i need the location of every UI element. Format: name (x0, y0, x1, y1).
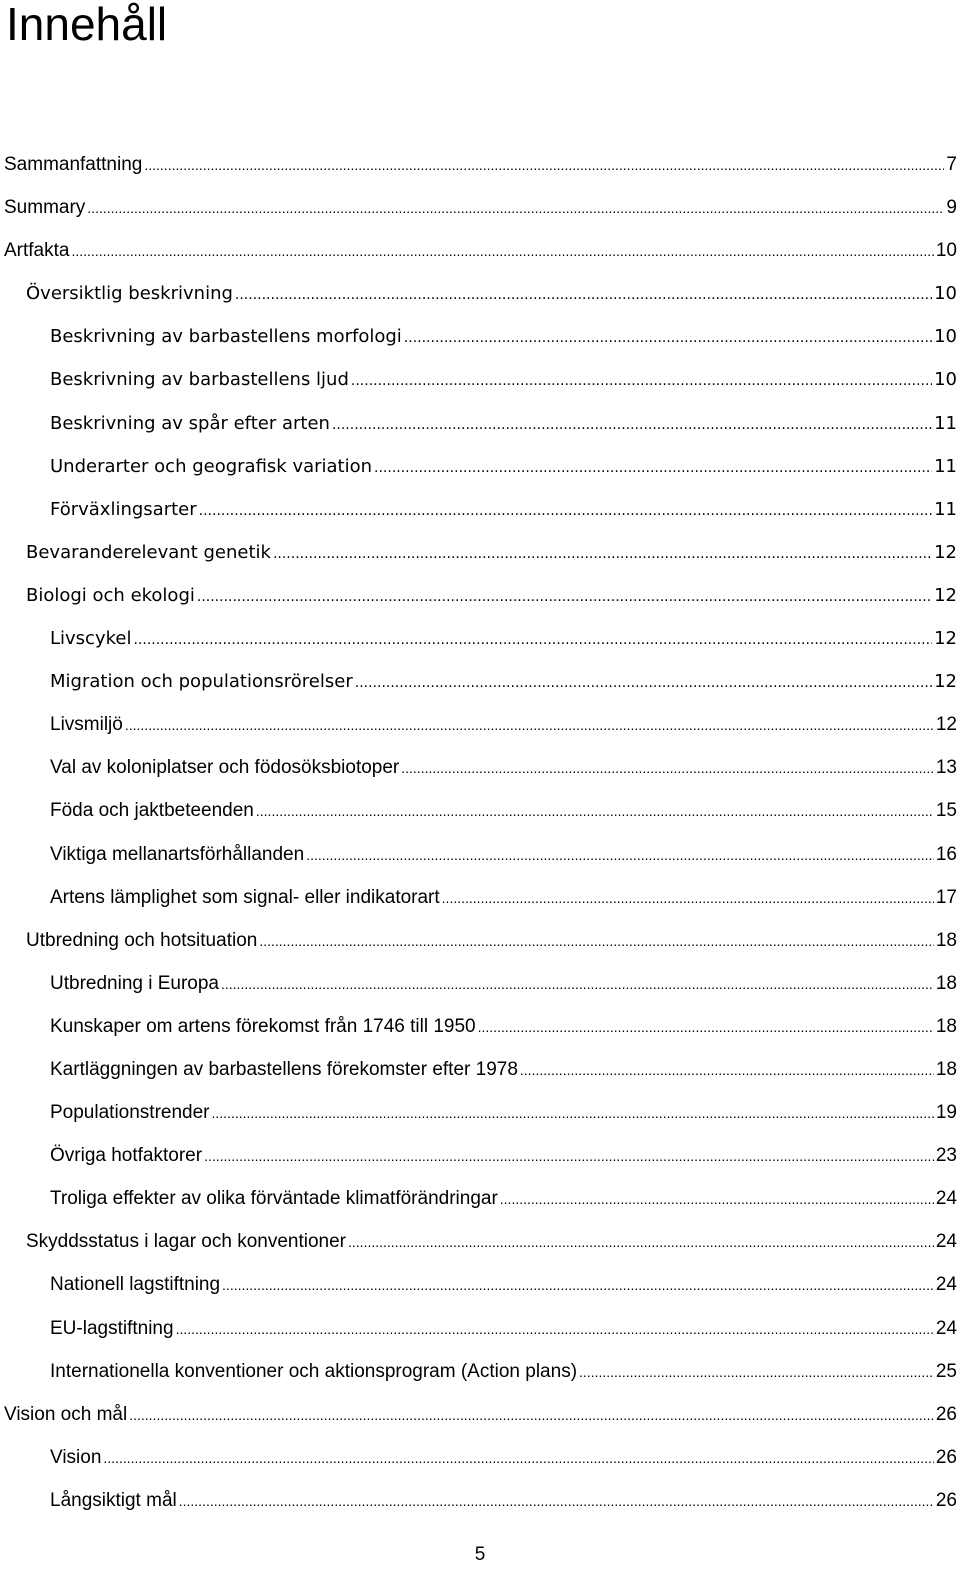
toc-entry-label: Troliga effekter av olika förväntade klimatförändringar (50, 1188, 498, 1210)
toc-entry-kunskaper[interactable] (0, 1005, 960, 1048)
toc-entry-eu-lagstiftning[interactable] (0, 1307, 960, 1350)
toc-entry-page: 12 (934, 671, 957, 693)
toc-leader (256, 790, 934, 833)
toc-entry-label: Internationella konventioner och aktionsprogram (Action plans) (50, 1360, 578, 1382)
toc-entry-livscykel[interactable] (0, 617, 960, 660)
toc-entry-label: Beskrivning av barbastellens morfologi (50, 326, 402, 348)
toc-entry-indikatorart[interactable] (0, 876, 960, 919)
toc-entry-page: 11 (934, 412, 957, 434)
toc-entry-label: Utbredning i Europa (50, 972, 219, 994)
toc-entry-skyddsstatus[interactable] (0, 1220, 960, 1263)
toc-entry-page: 13 (935, 757, 957, 779)
toc-entry-label: Nationell lagstiftning (50, 1274, 221, 1296)
toc-entry-klimatforandringar[interactable] (0, 1177, 960, 1220)
toc-entry-label: Migration och populationsrörelser (50, 671, 353, 693)
toc-entry-livsmiljo[interactable] (0, 703, 960, 746)
toc-entry-populationstrender[interactable] (0, 1091, 960, 1134)
toc-entry-page: 12 (934, 584, 957, 606)
toc-entry-label: Val av koloniplatser och födosöksbiotoper (50, 757, 400, 779)
toc-entry-page: 24 (935, 1274, 957, 1296)
toc-entry-label: Övriga hotfaktorer (50, 1145, 203, 1167)
toc-entry-nationell-lagstiftning[interactable] (0, 1263, 960, 1306)
toc-entry-page: 11 (934, 455, 957, 477)
toc-entry-underarter[interactable] (0, 445, 960, 488)
toc-entry-label: Viktiga mellanartsförhållanden (50, 843, 305, 865)
toc-leader (71, 230, 933, 273)
toc-entry-page: 17 (935, 886, 957, 908)
toc-entry-label: Livsmiljö (50, 714, 123, 736)
toc-entry-spar[interactable] (0, 402, 960, 445)
toc-leader (348, 1221, 934, 1264)
toc-entry-page: 7 (946, 154, 957, 175)
toc-leader (500, 1178, 934, 1221)
toc-leader (125, 704, 934, 747)
toc-entry-page: 19 (935, 1102, 957, 1124)
toc-entry-utbredning-europa[interactable] (0, 962, 960, 1005)
toc-leader (129, 1394, 934, 1437)
toc-entry-page: 26 (935, 1446, 957, 1468)
toc-leader (197, 576, 932, 619)
toc-entry-label: Skyddsstatus i lagar och konventioner (26, 1231, 347, 1253)
toc-entry-label: Översiktlig beskrivning (26, 283, 233, 305)
toc-entry-hotfaktorer[interactable] (0, 1134, 960, 1177)
toc-entry-page: 26 (935, 1489, 957, 1511)
toc-leader (374, 447, 932, 490)
toc-entry-oversiktlig-beskrivning[interactable] (0, 272, 960, 315)
toc-entry-internationella-konventioner[interactable] (0, 1350, 960, 1393)
toc-leader (176, 1308, 934, 1351)
toc-entry-page: 18 (935, 1058, 957, 1080)
toc-entry-page: 18 (935, 1015, 957, 1037)
toc-entry-ljud[interactable] (0, 358, 960, 401)
toc-entry-label: Beskrivning av barbastellens ljud (50, 369, 349, 391)
toc-leader (306, 834, 934, 877)
toc-entry-kartlaggningen[interactable] (0, 1048, 960, 1091)
toc-entry-summary[interactable] (0, 186, 960, 229)
toc-entry-label: Kunskaper om artens förekomst från 1746 till 1950 (50, 1015, 476, 1037)
toc-entry-morfologi[interactable] (0, 315, 960, 358)
toc-leader (401, 747, 934, 790)
toc-leader (259, 920, 934, 963)
toc-entry-page: 16 (935, 843, 957, 865)
toc-leader (204, 1135, 934, 1178)
toc-entry-label: Vision och mål (4, 1403, 128, 1425)
toc-leader (332, 404, 932, 447)
toc-entry-foda[interactable] (0, 789, 960, 832)
toc-entry-page: 9 (946, 197, 957, 219)
toc-entry-label: Långsiktigt mål (50, 1489, 177, 1511)
toc-entry-label: Förväxlingsarter (50, 498, 197, 520)
toc-entry-forvaxlingsarter[interactable] (0, 488, 960, 531)
toc-leader (221, 963, 934, 1006)
toc-entry-label: Livscykel (50, 628, 132, 650)
toc-leader (222, 1264, 934, 1307)
toc-entry-artfakta[interactable] (0, 229, 960, 272)
toc-leader (442, 877, 934, 920)
toc-entry-vision-och-mal[interactable] (0, 1393, 960, 1436)
toc-entry-label: Utbredning och hotsituation (26, 929, 258, 951)
toc-entry-page: 11 (934, 498, 957, 520)
toc-entry-page: 10 (934, 283, 957, 305)
toc-entry-page: 15 (935, 800, 957, 822)
toc-entry-label: Artens lämplighet som signal- eller indikatorart (50, 886, 440, 908)
toc-entry-sammanfattning[interactable] (0, 143, 960, 186)
toc-leader (351, 360, 932, 403)
toc-entry-page: 12 (935, 714, 957, 736)
toc-entry-langsiktigt-mal[interactable] (0, 1479, 960, 1522)
toc-leader (103, 1437, 933, 1480)
toc-entry-page: 26 (935, 1403, 957, 1425)
toc-entry-page: 24 (935, 1317, 957, 1339)
toc-leader (579, 1351, 934, 1394)
toc-entry-page: 25 (935, 1360, 957, 1382)
toc-entry-mellanartsforhallanden[interactable] (0, 833, 960, 876)
toc-entry-label: Biologi och ekologi (26, 584, 195, 606)
toc-entry-page: 24 (935, 1231, 957, 1253)
toc-leader (404, 317, 932, 360)
toc-leader (212, 1092, 934, 1135)
toc-entry-label: Artfakta (4, 240, 70, 262)
toc-entry-page: 18 (935, 972, 957, 994)
toc-leader (87, 187, 944, 230)
page-number: 5 (474, 1544, 486, 1565)
toc-leader (520, 1049, 934, 1092)
toc-entry-label: Vision (50, 1446, 102, 1468)
toc-leader (273, 533, 932, 576)
toc-entry-label: Bevaranderelevant genetik (26, 541, 271, 563)
toc-entry-label: EU-lagstiftning (50, 1317, 174, 1339)
toc-leader (133, 619, 932, 662)
toc-entry-label: Populationstrender (50, 1102, 210, 1124)
toc-entry-migration[interactable] (0, 660, 960, 703)
toc-leader (144, 144, 944, 187)
toc-leader (199, 490, 932, 533)
toc-entry-genetik[interactable] (0, 531, 960, 574)
toc-entry-utbredning[interactable] (0, 919, 960, 962)
table-of-contents (0, 143, 960, 1522)
toc-entry-label: Föda och jaktbeteenden (50, 800, 254, 822)
toc-entry-page: 18 (935, 929, 957, 951)
toc-entry-page: 12 (934, 541, 957, 563)
toc-entry-vision[interactable] (0, 1436, 960, 1479)
toc-entry-label: Kartläggningen av barbastellens förekomster efter 1978 (50, 1058, 518, 1080)
toc-leader (179, 1480, 934, 1523)
toc-entry-page: 12 (934, 628, 957, 650)
toc-entry-page: 10 (934, 369, 957, 391)
toc-entry-koloniplatser[interactable] (0, 746, 960, 789)
toc-entry-label: Sammanfattning (4, 154, 143, 175)
toc-leader (478, 1006, 934, 1049)
toc-entry-label: Underarter och geografisk variation (50, 455, 373, 477)
toc-entry-biologi[interactable] (0, 574, 960, 617)
toc-leader (235, 274, 932, 317)
toc-entry-label: Summary (4, 197, 86, 219)
toc-entry-page: 10 (934, 326, 957, 348)
toc-entry-page: 23 (935, 1145, 957, 1167)
toc-entry-label: Beskrivning av spår efter arten (50, 412, 330, 434)
toc-entry-page: 24 (935, 1188, 957, 1210)
toc-leader (355, 662, 932, 705)
toc-entry-page: 10 (935, 240, 957, 262)
page-title: Innehåll (6, 0, 168, 50)
